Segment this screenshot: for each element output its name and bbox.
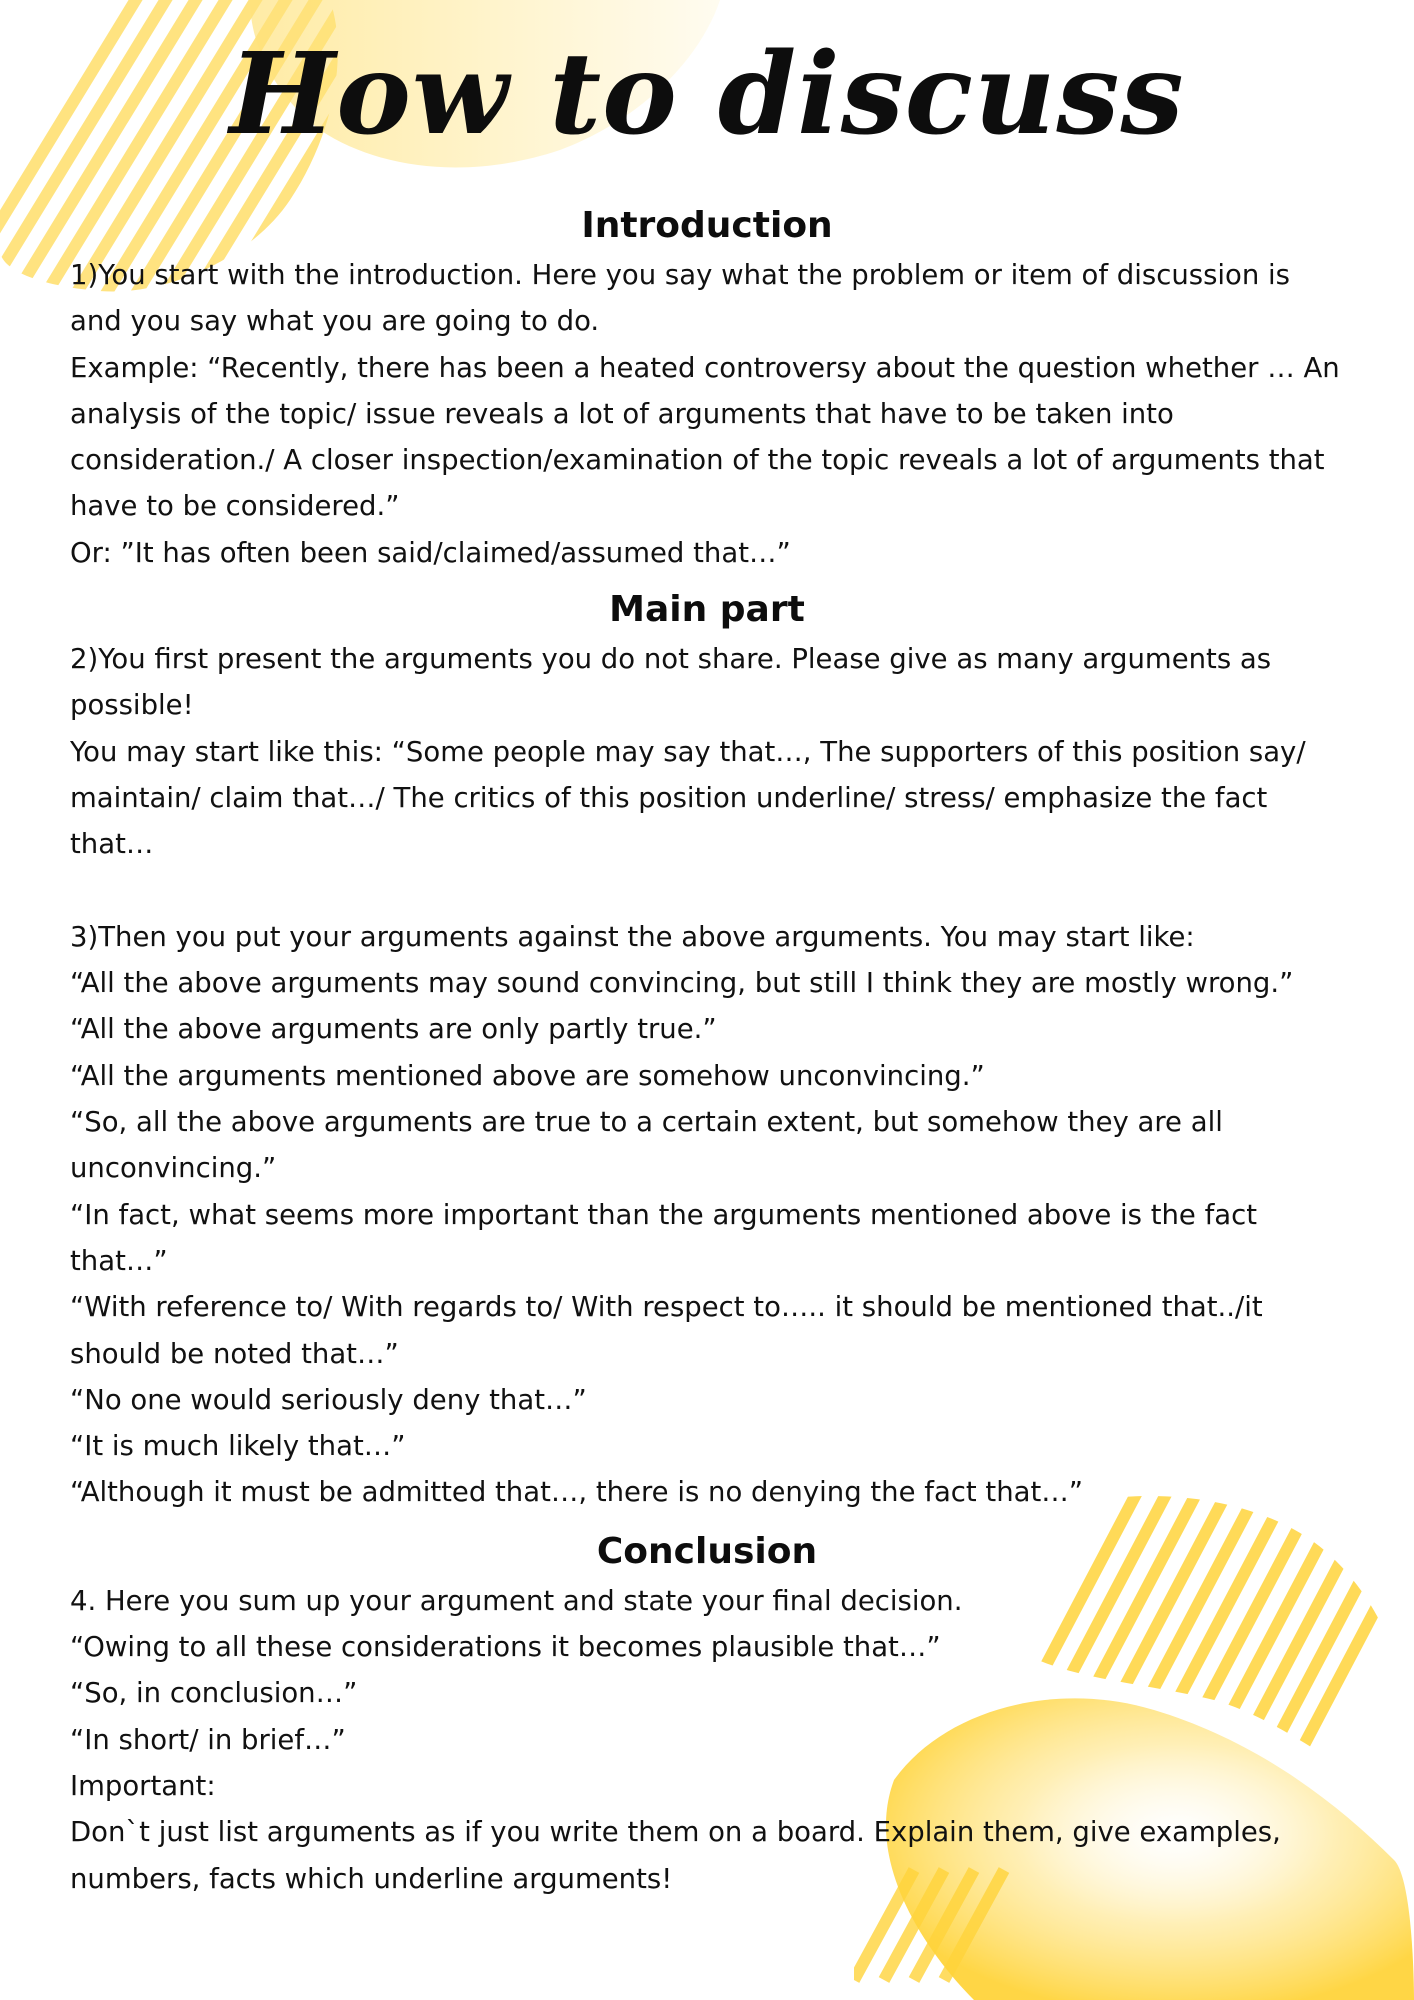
introduction-alternative: Or: ”It has often been said/claimed/assumed that…”: [70, 536, 791, 569]
counter-phrase: “All the above arguments are only partly true.”: [70, 1013, 717, 1046]
main-part-step-3: 3)Then you put your arguments against the above arguments. You may start like:: [70, 920, 1195, 953]
paragraph-spacer: [70, 868, 1344, 914]
counter-phrase: “In fact, what seems more important than the arguments mentioned above is the fact that…”: [70, 1198, 1258, 1277]
main-part-step-2: 2)You first present the arguments you do not share. Please give as many arguments as possible!: [70, 643, 1272, 722]
conclusion-step-4: 4. Here you sum up your argument and state your final decision.: [70, 1584, 963, 1617]
counter-phrase: “With reference to/ With regards to/ With respect to….. it should be mentioned that../it should be noted that…”: [70, 1291, 1263, 1370]
conclusion-heading: Conclusion: [596, 1530, 818, 1572]
introduction-step-1: 1)You start with the introduction. Here you say what the problem or item of discussion is and you say what you are going to do.: [70, 259, 1291, 338]
counter-phrase: “Although it must be admitted that…, there is no denying the fact that…”: [70, 1476, 1084, 1509]
introduction-heading: Introduction: [581, 205, 833, 246]
important-note: Don`t just list arguments as if you write them on a board. Explain them, give examples, numbers, facts which underline arguments!: [70, 1816, 1281, 1895]
counter-phrase: “It is much likely that…”: [70, 1430, 406, 1463]
important-label: Important:: [70, 1769, 216, 1802]
counter-phrase: “All the above arguments may sound convincing, but still I think they are mostly wrong.”: [70, 967, 1294, 1000]
counter-phrase: “All the arguments mentioned above are somehow unconvincing.”: [70, 1059, 985, 1092]
page-title: How to discuss: [229, 29, 1185, 160]
conclusion-phrase: “So, in conclusion…”: [70, 1677, 358, 1710]
main-part-opening-phrases: You may start like this: “Some people may say that…, The supporters of this position say/ maintain/ claim that…/ The critics of this position underline/ stress/ emphasize the fact that…: [70, 735, 1306, 861]
counter-phrase: “So, all the above arguments are true to a certain extent, but somehow they are all unconvincing.”: [70, 1106, 1223, 1185]
introduction-example: Example: “Recently, there has been a heated controversy about the question whether … An analysis of the topic/ issue reveals a lot of arguments that have to be taken into consideration./ A closer inspection/examination of the topic reveals a lot of arguments that have to be considered.”: [70, 351, 1340, 523]
conclusion-phrase: “In short/ in brief…”: [70, 1723, 346, 1756]
main-part-heading: Main part: [609, 589, 805, 631]
counter-phrase: “No one would seriously deny that…”: [70, 1383, 587, 1416]
conclusion-phrase: “Owing to all these considerations it becomes plausible that…”: [70, 1631, 941, 1664]
